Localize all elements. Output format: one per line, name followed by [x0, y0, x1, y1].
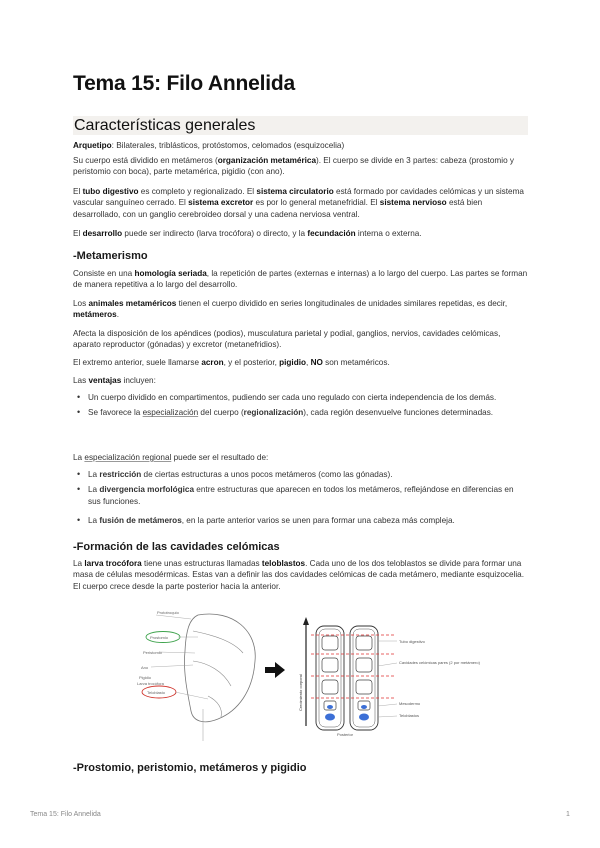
label-pigidio: Pigidio: [139, 675, 152, 680]
section-title: Características generales: [74, 117, 256, 134]
label-teloblastos: Teloblastos: [399, 713, 420, 718]
label-teloblasto: Teloblasto: [147, 690, 166, 695]
segmented-body-diagram: [298, 617, 481, 737]
paragraph-animales-metamericos: Los animales metaméricos tienen el cuerpo dividido en series longitudinales de unidades similares repetidas, es decir, metámeros.: [73, 299, 508, 320]
label-posterior: Posterior: [337, 732, 354, 737]
list-item: • La fusión de metámeros, en la parte anterior varios se unen para formar una cabeza más compleja.: [73, 515, 528, 526]
paragraph-desarrollo: El desarrollo puede ser indirecto (larva trocófora) o directo, y la fecundación interna o externa.: [73, 229, 422, 238]
heading-formacion: -Formación de las cavidades celómicas: [73, 541, 280, 553]
label-larva: Larva trocófora: [137, 681, 164, 686]
teloblast-markers: [325, 705, 369, 721]
section-header: [73, 116, 528, 135]
label-peristomio: Peristomio: [143, 650, 162, 655]
paragraph-especializacion: La especialización regional puede ser el resultado de:: [73, 453, 269, 462]
label-prototroquio: Prototroquio: [157, 610, 179, 615]
larva-trocofora-diagram: [137, 610, 255, 741]
paragraph-metameros: Su cuerpo está dividido en metámeros (organización metamérica). El cuerpo se divide en 3 partes: cabeza (prostomio y peristomio con boca), parte metamérica, pigidio (con ano).: [73, 156, 514, 177]
list-resultados: [73, 469, 528, 530]
axis-label: Crecimiento corporal: [298, 674, 303, 711]
heading-prostomio: -Prostomio, peristomio, metámeros y pigidio: [73, 762, 307, 774]
list-item: • Un cuerpo dividido en compartimentos, pudiendo ser cada uno regulado con cierta independencia de los demás.: [73, 392, 528, 403]
list-item: • La restricción de ciertas estructuras a unos pocos metámeros (como las gónadas).: [73, 469, 528, 480]
list-item: • Se favorece la especialización del cuerpo (regionalización), cada región desenvuelve funciones determinadas.: [73, 407, 528, 418]
list-item: • La divergencia morfológica entre estructuras que aparecen en todos los metámeros, reflejándose en diferencias en sus funciones.: [73, 484, 528, 507]
label-tubo-digestivo: Tubo digestivo: [399, 639, 425, 644]
arrow-right-icon: [265, 662, 285, 678]
list-ventajas: [73, 392, 528, 423]
paragraph-arquetipo: Arquetipo: Bilaterales, triblásticos, protóstomos, celomados (esquizocelia): [73, 141, 345, 150]
paragraph-afecta: Afecta la disposición de los apéndices (podios), musculatura parietal y podial, ganglios, nervios, cavidades celómicas, aparato reproductor (gónadas) y excretor (metanefridios).: [73, 329, 501, 350]
label-ano: Ano: [141, 665, 149, 670]
paragraph-sistemas: El tubo digestivo es completo y regionalizado. El sistema circulatorio está formado por cavidades celómicas y un sistema vascular sanguíneo cerrado. El sistema excretor es por lo general metanefridial. El sistema nervioso está bien desarrollado, con un ganglio cerebroideo dorsal y una cadena nerviosa ventral.: [73, 187, 524, 219]
footer-page-number: 1: [566, 811, 570, 818]
footer-title: Tema 15: Filo Annelida: [30, 811, 101, 818]
paragraph-extremo: El extremo anterior, suele llamarse acron, y el posterior, pigidio, NO son metaméricos.: [73, 358, 390, 367]
label-prostomio: Prostomio: [150, 635, 169, 640]
paragraph-larva: La larva trocófora tiene unas estructuras llamadas teloblastos. Cada uno de los dos teloblastos se divide para formar una masa de células mesodérmicas. Estas van a definir las dos cavidades celómicas de cada metámero, mediante esquizocelia. El cuerpo crece desde la parte posterior hacia la anterior.: [73, 559, 524, 591]
label-mesodermo: Mesodermo: [399, 701, 421, 706]
paragraph-homologia: Consiste en una homología seriada, la repetición de partes (externas e internas) a lo largo del cuerpo. Las partes se forman de manera repetitiva a lo largo del desarrollo.: [73, 269, 528, 290]
paragraph-ventajas: Las ventajas incluyen:: [73, 376, 156, 385]
label-cavidades: Cavidades celómicas pares (2 por metámero): [399, 660, 480, 665]
figure-cavidades-celomicas: [123, 601, 480, 741]
page-title: Tema 15: Filo Annelida: [73, 72, 295, 95]
heading-metamerismo: -Metamerismo: [73, 250, 148, 262]
